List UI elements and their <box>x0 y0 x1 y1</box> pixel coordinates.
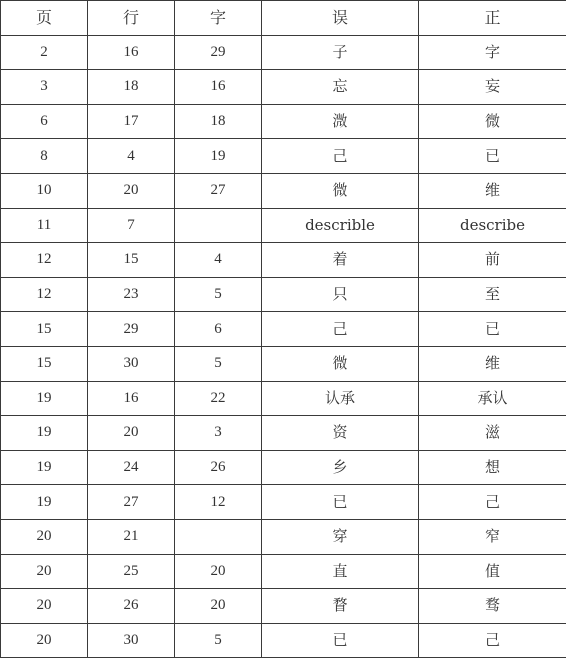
cell-character: 20 <box>175 554 262 589</box>
cell-character: 6 <box>175 312 262 347</box>
cell-wrong: 认承 <box>262 381 419 416</box>
cell-character: 5 <box>175 277 262 312</box>
cell-wrong: 瞀 <box>262 589 419 624</box>
cell-page: 20 <box>1 554 88 589</box>
cell-line: 16 <box>88 35 175 70</box>
errata-body <box>1 35 566 658</box>
table-row <box>1 416 566 451</box>
cell-correct: 至 <box>419 277 566 312</box>
cell-correct: 维 <box>419 346 566 381</box>
cell-wrong: 资 <box>262 416 419 451</box>
cell-line: 16 <box>88 381 175 416</box>
cell-correct: 已 <box>419 139 566 174</box>
cell-correct: 前 <box>419 243 566 278</box>
cell-correct: 己 <box>419 485 566 520</box>
header-correct: 正 <box>419 1 566 36</box>
cell-correct: 妄 <box>419 70 566 105</box>
cell-correct: 滋 <box>419 416 566 451</box>
cell-character: 27 <box>175 173 262 208</box>
cell-page: 19 <box>1 450 88 485</box>
cell-line: 30 <box>88 346 175 381</box>
cell-character: 22 <box>175 381 262 416</box>
cell-line: 7 <box>88 208 175 243</box>
cell-wrong: 己 <box>262 312 419 347</box>
cell-page: 19 <box>1 381 88 416</box>
table-row <box>1 519 566 554</box>
cell-line: 26 <box>88 589 175 624</box>
table-row <box>1 208 566 243</box>
cell-page: 6 <box>1 104 88 139</box>
header-wrong: 误 <box>262 1 419 36</box>
cell-page: 15 <box>1 312 88 347</box>
cell-correct: 承认 <box>419 381 566 416</box>
cell-line: 27 <box>88 485 175 520</box>
table-row <box>1 277 566 312</box>
table-row <box>1 35 566 70</box>
cell-page: 10 <box>1 173 88 208</box>
cell-correct: 值 <box>419 554 566 589</box>
cell-line: 21 <box>88 519 175 554</box>
table-row <box>1 312 566 347</box>
cell-character: 3 <box>175 416 262 451</box>
table-row <box>1 485 566 520</box>
table-row <box>1 70 566 105</box>
cell-correct: 维 <box>419 173 566 208</box>
cell-character: 4 <box>175 243 262 278</box>
cell-correct: 己 <box>419 623 566 658</box>
cell-page: 19 <box>1 485 88 520</box>
cell-page: 12 <box>1 243 88 278</box>
cell-wrong: 忘 <box>262 70 419 105</box>
cell-page: 11 <box>1 208 88 243</box>
cell-page: 15 <box>1 346 88 381</box>
cell-line: 29 <box>88 312 175 347</box>
cell-page: 3 <box>1 70 88 105</box>
table-row <box>1 243 566 278</box>
cell-character <box>175 519 262 554</box>
table-row <box>1 589 566 624</box>
table-row <box>1 381 566 416</box>
table-row <box>1 554 566 589</box>
cell-page: 2 <box>1 35 88 70</box>
cell-wrong: 乡 <box>262 450 419 485</box>
cell-line: 4 <box>88 139 175 174</box>
cell-line: 30 <box>88 623 175 658</box>
table-row <box>1 104 566 139</box>
cell-wrong: 已 <box>262 623 419 658</box>
cell-wrong: 己 <box>262 139 419 174</box>
table-row <box>1 623 566 658</box>
cell-correct: 微 <box>419 104 566 139</box>
cell-wrong: 只 <box>262 277 419 312</box>
cell-wrong: describle <box>262 208 419 243</box>
cell-character: 5 <box>175 623 262 658</box>
cell-character: 26 <box>175 450 262 485</box>
cell-character: 29 <box>175 35 262 70</box>
cell-line: 17 <box>88 104 175 139</box>
cell-character: 18 <box>175 104 262 139</box>
cell-correct: describe <box>419 208 566 243</box>
cell-correct: 想 <box>419 450 566 485</box>
cell-page: 20 <box>1 519 88 554</box>
cell-line: 15 <box>88 243 175 278</box>
table-row <box>1 346 566 381</box>
table-row <box>1 139 566 174</box>
cell-page: 19 <box>1 416 88 451</box>
cell-wrong: 子 <box>262 35 419 70</box>
cell-character: 16 <box>175 70 262 105</box>
cell-page: 12 <box>1 277 88 312</box>
cell-wrong: 已 <box>262 485 419 520</box>
cell-correct: 已 <box>419 312 566 347</box>
cell-wrong: 着 <box>262 243 419 278</box>
table-row <box>1 173 566 208</box>
cell-line: 25 <box>88 554 175 589</box>
table-row <box>1 450 566 485</box>
cell-page: 8 <box>1 139 88 174</box>
cell-wrong: 穿 <box>262 519 419 554</box>
cell-wrong: 微 <box>262 346 419 381</box>
cell-correct: 窄 <box>419 519 566 554</box>
header-line: 行 <box>88 1 175 36</box>
cell-line: 24 <box>88 450 175 485</box>
cell-line: 23 <box>88 277 175 312</box>
cell-correct: 骛 <box>419 589 566 624</box>
cell-character: 12 <box>175 485 262 520</box>
cell-correct: 字 <box>419 35 566 70</box>
cell-wrong: 溦 <box>262 104 419 139</box>
cell-page: 20 <box>1 589 88 624</box>
cell-character: 19 <box>175 139 262 174</box>
cell-line: 20 <box>88 173 175 208</box>
cell-wrong: 微 <box>262 173 419 208</box>
cell-line: 18 <box>88 70 175 105</box>
cell-character: 5 <box>175 346 262 381</box>
header-character: 字 <box>175 1 262 36</box>
cell-line: 20 <box>88 416 175 451</box>
header-row <box>1 1 566 36</box>
cell-wrong: 直 <box>262 554 419 589</box>
header-page: 页 <box>1 1 88 36</box>
cell-page: 20 <box>1 623 88 658</box>
cell-character <box>175 208 262 243</box>
cell-character: 20 <box>175 589 262 624</box>
